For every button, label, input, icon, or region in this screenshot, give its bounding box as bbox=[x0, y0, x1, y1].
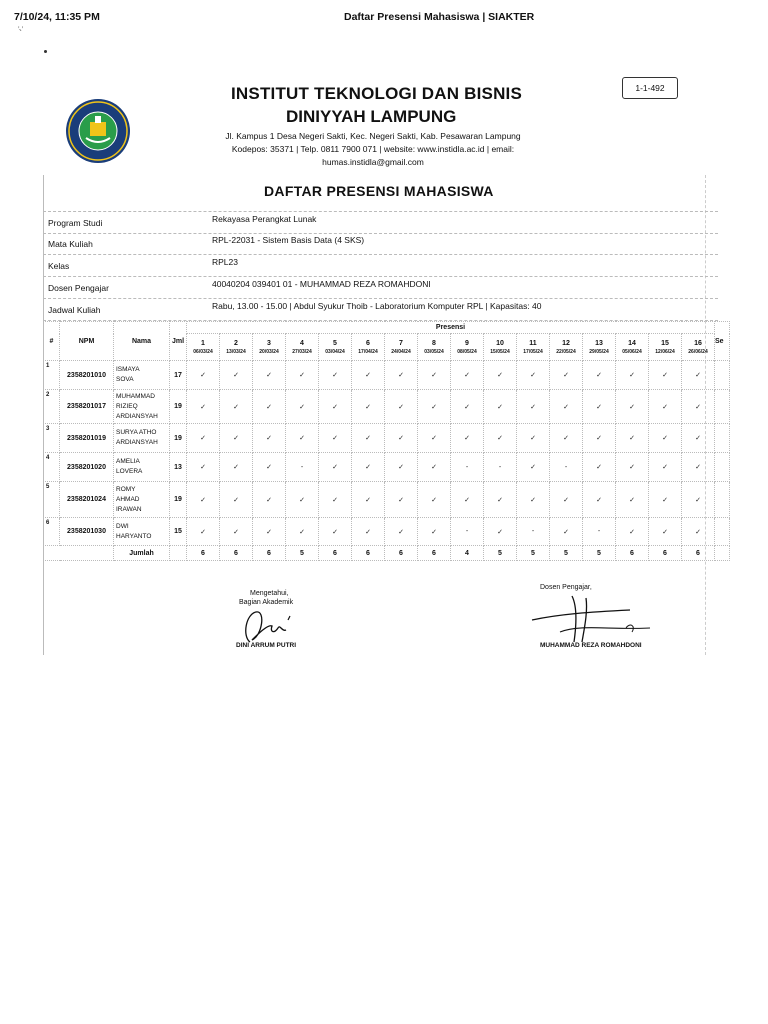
column-header-session bbox=[418, 334, 451, 361]
column-header-npm: NPM bbox=[60, 322, 114, 361]
session-date: 17/05/24 bbox=[523, 348, 543, 355]
present-check-icon: ✓ bbox=[682, 424, 715, 453]
session-total: 4 bbox=[451, 546, 484, 561]
session-number: 11 bbox=[529, 339, 537, 347]
session-date: 06/03/24 bbox=[193, 348, 213, 355]
session-number: 12 bbox=[562, 339, 570, 347]
table-row bbox=[44, 361, 730, 390]
present-check-icon: ✓ bbox=[187, 361, 220, 390]
institution-logo bbox=[62, 98, 134, 164]
overflow-cell bbox=[715, 390, 730, 424]
student-name-line: DWI bbox=[116, 522, 129, 530]
present-check-icon: ✓ bbox=[418, 390, 451, 424]
overflow-cell bbox=[715, 453, 730, 482]
table-row bbox=[44, 424, 730, 453]
total-spacer bbox=[44, 546, 114, 561]
info-row-kelas bbox=[43, 255, 718, 277]
info-label: Dosen Pengajar bbox=[48, 283, 109, 293]
info-value: 40040204 039401 01 - MUHAMMAD REZA ROMAHDONI bbox=[212, 279, 431, 289]
present-check-icon: ✓ bbox=[352, 518, 385, 546]
left-signature-image bbox=[232, 606, 302, 646]
present-check-icon: ✓ bbox=[583, 453, 616, 482]
session-number: 8 bbox=[432, 339, 436, 347]
info-row-dosen-pengajar bbox=[43, 277, 718, 299]
overflow-cell bbox=[715, 546, 730, 561]
present-check-icon: ✓ bbox=[484, 482, 517, 518]
student-npm: 2358201017 bbox=[60, 390, 114, 424]
student-npm: 2358201010 bbox=[60, 361, 114, 390]
session-date: 17/04/24 bbox=[358, 348, 378, 355]
table-header-group-row bbox=[44, 322, 730, 334]
present-check-icon: ✓ bbox=[682, 361, 715, 390]
address-line: humas.instidla@gmail.com bbox=[322, 157, 424, 167]
column-header-nama: Nama bbox=[114, 322, 170, 361]
session-total: 6 bbox=[253, 546, 286, 561]
present-check-icon: ✓ bbox=[451, 482, 484, 518]
session-total: 5 bbox=[517, 546, 550, 561]
overflow-cell bbox=[715, 361, 730, 390]
row-number: 4 bbox=[44, 453, 60, 482]
student-name-line: MUHAMMAD bbox=[116, 392, 155, 400]
present-check-icon: ✓ bbox=[220, 390, 253, 424]
table-row bbox=[44, 390, 730, 424]
document-title: DAFTAR PRESENSI MAHASISWA bbox=[264, 183, 494, 199]
session-total: 6 bbox=[682, 546, 715, 561]
info-row-jadwal-kuliah bbox=[43, 299, 718, 321]
present-check-icon: ✓ bbox=[517, 424, 550, 453]
info-label: Jadwal Kuliah bbox=[48, 305, 101, 315]
session-date: 22/05/24 bbox=[556, 348, 576, 355]
session-total: 5 bbox=[550, 546, 583, 561]
present-check-icon: ✓ bbox=[385, 424, 418, 453]
student-name-line: ARDIANSYAH bbox=[116, 412, 158, 420]
left-sign-label2: Bagian Akademik bbox=[239, 599, 294, 606]
student-npm: 2358201020 bbox=[60, 453, 114, 482]
pen-mark: ʼ˞ʼ bbox=[18, 27, 24, 34]
session-total: 5 bbox=[484, 546, 517, 561]
attendance-count: 17 bbox=[170, 361, 187, 390]
row-number: 6 bbox=[44, 518, 60, 546]
info-label: Mata Kuliah bbox=[48, 239, 93, 249]
session-number: 10 bbox=[496, 339, 504, 347]
overflow-cell bbox=[715, 518, 730, 546]
session-number: 4 bbox=[300, 339, 304, 347]
present-check-icon: ✓ bbox=[649, 361, 682, 390]
institution-address bbox=[206, 130, 540, 169]
present-check-icon: ✓ bbox=[451, 361, 484, 390]
present-check-icon: ✓ bbox=[418, 424, 451, 453]
present-check-icon: ✓ bbox=[550, 361, 583, 390]
session-total: 6 bbox=[352, 546, 385, 561]
session-total: 6 bbox=[319, 546, 352, 561]
present-check-icon: ✓ bbox=[550, 482, 583, 518]
attendance-count: 13 bbox=[170, 453, 187, 482]
column-header-overflow: Se bbox=[715, 322, 730, 361]
session-date: 12/06/24 bbox=[655, 348, 675, 355]
row-number: 2 bbox=[44, 390, 60, 424]
student-npm: 2358201024 bbox=[60, 482, 114, 518]
present-check-icon: ✓ bbox=[385, 361, 418, 390]
present-check-icon: ✓ bbox=[352, 424, 385, 453]
present-check-icon: ✓ bbox=[187, 390, 220, 424]
left-sign-name: DINI ARRUM PUTRI bbox=[236, 642, 297, 649]
present-check-icon: ✓ bbox=[517, 390, 550, 424]
column-header-session bbox=[187, 334, 220, 361]
session-total: 5 bbox=[583, 546, 616, 561]
column-header-session bbox=[682, 334, 715, 361]
ink-dot bbox=[44, 50, 47, 53]
session-number: 7 bbox=[399, 339, 403, 347]
present-check-icon: ✓ bbox=[616, 390, 649, 424]
present-check-icon: ✓ bbox=[187, 518, 220, 546]
session-date: 03/04/24 bbox=[325, 348, 345, 355]
present-check-icon: ✓ bbox=[352, 453, 385, 482]
session-date: 03/05/24 bbox=[424, 348, 444, 355]
student-name bbox=[114, 453, 170, 482]
institution-name-line2: DINIYYAH LAMPUNG bbox=[286, 107, 457, 126]
present-check-icon: ✓ bbox=[616, 453, 649, 482]
student-name-line: SOVA bbox=[116, 376, 134, 383]
student-name-line: ISMAYA bbox=[116, 366, 140, 373]
column-header-session bbox=[286, 334, 319, 361]
right-sign-name: MUHAMMAD REZA ROMAHDONI bbox=[540, 642, 642, 649]
present-check-icon: ✓ bbox=[220, 518, 253, 546]
total-label: Jumlah bbox=[114, 546, 170, 561]
student-name-line: IRAWAN bbox=[116, 505, 142, 513]
session-total: 5 bbox=[286, 546, 319, 561]
present-check-icon: ✓ bbox=[517, 453, 550, 482]
session-number: 9 bbox=[465, 339, 469, 347]
present-check-icon: ✓ bbox=[616, 361, 649, 390]
session-number: 1 bbox=[201, 339, 205, 347]
attendance-table bbox=[43, 321, 730, 561]
column-header-jml: Jml bbox=[170, 322, 187, 361]
right-sign-label: Dosen Pengajar, bbox=[540, 584, 592, 591]
session-date: 29/05/24 bbox=[589, 348, 609, 355]
table-row bbox=[44, 453, 730, 482]
attendance-count: 15 bbox=[170, 518, 187, 546]
total-row bbox=[44, 546, 730, 561]
session-number: 15 bbox=[661, 339, 669, 347]
present-check-icon: ✓ bbox=[220, 361, 253, 390]
present-check-icon: ✓ bbox=[616, 482, 649, 518]
student-name-line: ROMY bbox=[116, 485, 136, 493]
present-check-icon: ✓ bbox=[583, 390, 616, 424]
present-check-icon: ✓ bbox=[649, 518, 682, 546]
present-check-icon: ✓ bbox=[451, 390, 484, 424]
student-name-line: LOVERA bbox=[116, 468, 143, 475]
info-label: Program Studi bbox=[48, 218, 103, 228]
address-line: Kodepos: 35371 | Telp. 0811 7900 071 | website: www.instidla.ac.id | email: bbox=[231, 144, 515, 154]
student-name-line: ARDIANSYAH bbox=[116, 439, 158, 446]
column-header-session bbox=[649, 334, 682, 361]
present-check-icon: ✓ bbox=[352, 361, 385, 390]
present-check-icon: ✓ bbox=[616, 424, 649, 453]
present-check-icon: ✓ bbox=[286, 390, 319, 424]
total-spacer bbox=[170, 546, 187, 561]
student-name-line: AMELIA bbox=[116, 458, 140, 465]
session-date: 20/03/24 bbox=[259, 348, 279, 355]
column-header-session bbox=[385, 334, 418, 361]
student-name bbox=[114, 482, 170, 518]
present-check-icon: ✓ bbox=[352, 390, 385, 424]
row-number: 3 bbox=[44, 424, 60, 453]
table-row bbox=[44, 518, 730, 546]
session-date: 05/06/24 bbox=[622, 348, 642, 355]
row-number: 5 bbox=[44, 482, 60, 518]
table-row bbox=[44, 482, 730, 518]
present-check-icon: ✓ bbox=[385, 390, 418, 424]
present-check-icon: ✓ bbox=[517, 482, 550, 518]
session-number: 13 bbox=[595, 339, 603, 347]
column-header-session bbox=[253, 334, 286, 361]
session-number: 2 bbox=[234, 339, 238, 347]
session-total: 6 bbox=[418, 546, 451, 561]
absent-dash: - bbox=[517, 518, 550, 546]
present-check-icon: ✓ bbox=[187, 424, 220, 453]
present-check-icon: ✓ bbox=[550, 518, 583, 546]
institution-name-line1: INSTITUT TEKNOLOGI DAN BISNIS bbox=[231, 84, 523, 103]
column-header-session bbox=[583, 334, 616, 361]
info-value: Rekayasa Perangkat Lunak bbox=[212, 214, 317, 224]
column-header-session bbox=[616, 334, 649, 361]
present-check-icon: ✓ bbox=[649, 482, 682, 518]
column-group-presensi: Presensi bbox=[187, 322, 715, 334]
address-line: Jl. Kampus 1 Desa Negeri Sakti, Kec. Negeri Sakti, Kab. Pesawaran Lampung bbox=[225, 131, 521, 141]
student-npm: 2358201019 bbox=[60, 424, 114, 453]
present-check-icon: ✓ bbox=[385, 482, 418, 518]
present-check-icon: ✓ bbox=[583, 361, 616, 390]
right-signature-image bbox=[530, 594, 670, 644]
present-check-icon: ✓ bbox=[385, 453, 418, 482]
present-check-icon: ✓ bbox=[319, 390, 352, 424]
student-name bbox=[114, 390, 170, 424]
left-sign-label1: Mengetahui, bbox=[250, 590, 289, 597]
student-name bbox=[114, 424, 170, 453]
present-check-icon: ✓ bbox=[484, 390, 517, 424]
present-check-icon: ✓ bbox=[253, 482, 286, 518]
student-name-line: RIZIEQ bbox=[116, 402, 138, 410]
present-check-icon: ✓ bbox=[451, 424, 484, 453]
present-check-icon: ✓ bbox=[550, 424, 583, 453]
present-check-icon: ✓ bbox=[220, 424, 253, 453]
absent-dash: - bbox=[286, 453, 319, 482]
info-value: Rabu, 13.00 - 15.00 | Abdul Syukur Thoib - Laboratorium Komputer RPL | Kapasitas: 40 bbox=[212, 301, 542, 311]
student-name bbox=[114, 518, 170, 546]
student-name-line: SURYA ATHO bbox=[116, 429, 157, 436]
present-check-icon: ✓ bbox=[484, 518, 517, 546]
attendance-count: 19 bbox=[170, 424, 187, 453]
present-check-icon: ✓ bbox=[286, 518, 319, 546]
info-value: RPL-22031 - Sistem Basis Data (4 SKS) bbox=[212, 235, 365, 245]
present-check-icon: ✓ bbox=[220, 453, 253, 482]
column-header-session bbox=[484, 334, 517, 361]
present-check-icon: ✓ bbox=[649, 424, 682, 453]
info-row-mata-kuliah bbox=[43, 233, 718, 255]
present-check-icon: ✓ bbox=[187, 482, 220, 518]
present-check-icon: ✓ bbox=[253, 424, 286, 453]
session-number: 6 bbox=[366, 339, 370, 347]
document-number: 1-1-492 bbox=[622, 77, 678, 99]
absent-dash: - bbox=[550, 453, 583, 482]
column-header-session bbox=[220, 334, 253, 361]
present-check-icon: ✓ bbox=[649, 390, 682, 424]
attendance-count: 19 bbox=[170, 482, 187, 518]
info-row-program-studi bbox=[43, 211, 718, 234]
present-check-icon: ✓ bbox=[682, 453, 715, 482]
overflow-cell bbox=[715, 424, 730, 453]
column-header-session bbox=[517, 334, 550, 361]
session-number: 3 bbox=[267, 339, 271, 347]
present-check-icon: ✓ bbox=[418, 482, 451, 518]
attendance-count: 19 bbox=[170, 390, 187, 424]
absent-dash: - bbox=[484, 453, 517, 482]
session-total: 6 bbox=[220, 546, 253, 561]
present-check-icon: ✓ bbox=[286, 361, 319, 390]
session-date: 24/04/24 bbox=[391, 348, 411, 355]
session-total: 6 bbox=[187, 546, 220, 561]
present-check-icon: ✓ bbox=[319, 424, 352, 453]
column-header-session bbox=[451, 334, 484, 361]
present-check-icon: ✓ bbox=[583, 424, 616, 453]
info-value: RPL23 bbox=[212, 257, 238, 267]
session-number: 16 bbox=[694, 339, 702, 347]
column-header-no: # bbox=[44, 322, 60, 361]
absent-dash: - bbox=[451, 518, 484, 546]
present-check-icon: ✓ bbox=[682, 518, 715, 546]
column-header-session bbox=[352, 334, 385, 361]
student-name-line: HARYANTO bbox=[116, 532, 152, 540]
print-page-title: Daftar Presensi Mahasiswa | SIAKTER bbox=[344, 11, 535, 23]
row-number: 1 bbox=[44, 361, 60, 390]
present-check-icon: ✓ bbox=[319, 361, 352, 390]
present-check-icon: ✓ bbox=[418, 361, 451, 390]
absent-dash: - bbox=[451, 453, 484, 482]
session-total: 6 bbox=[649, 546, 682, 561]
session-total: 6 bbox=[616, 546, 649, 561]
column-header-session bbox=[319, 334, 352, 361]
session-number: 14 bbox=[628, 339, 636, 347]
present-check-icon: ✓ bbox=[682, 482, 715, 518]
present-check-icon: ✓ bbox=[385, 518, 418, 546]
session-date: 27/03/24 bbox=[292, 348, 312, 355]
student-name-line: AHMAD bbox=[116, 495, 140, 503]
present-check-icon: ✓ bbox=[253, 361, 286, 390]
present-check-icon: ✓ bbox=[220, 482, 253, 518]
present-check-icon: ✓ bbox=[187, 453, 220, 482]
session-number: 5 bbox=[333, 339, 337, 347]
column-header-session bbox=[550, 334, 583, 361]
present-check-icon: ✓ bbox=[319, 518, 352, 546]
present-check-icon: ✓ bbox=[352, 482, 385, 518]
present-check-icon: ✓ bbox=[550, 390, 583, 424]
present-check-icon: ✓ bbox=[682, 390, 715, 424]
present-check-icon: ✓ bbox=[517, 361, 550, 390]
present-check-icon: ✓ bbox=[484, 361, 517, 390]
present-check-icon: ✓ bbox=[319, 453, 352, 482]
present-check-icon: ✓ bbox=[418, 453, 451, 482]
student-name bbox=[114, 361, 170, 390]
present-check-icon: ✓ bbox=[286, 424, 319, 453]
overflow-cell bbox=[715, 482, 730, 518]
present-check-icon: ✓ bbox=[484, 424, 517, 453]
absent-dash: - bbox=[583, 518, 616, 546]
present-check-icon: ✓ bbox=[616, 518, 649, 546]
present-check-icon: ✓ bbox=[286, 482, 319, 518]
present-check-icon: ✓ bbox=[319, 482, 352, 518]
session-date: 08/05/24 bbox=[457, 348, 477, 355]
present-check-icon: ✓ bbox=[253, 518, 286, 546]
session-date: 26/06/24 bbox=[688, 348, 708, 355]
present-check-icon: ✓ bbox=[253, 390, 286, 424]
present-check-icon: ✓ bbox=[418, 518, 451, 546]
student-npm: 2358201030 bbox=[60, 518, 114, 546]
session-total: 6 bbox=[385, 546, 418, 561]
present-check-icon: ✓ bbox=[583, 482, 616, 518]
present-check-icon: ✓ bbox=[253, 453, 286, 482]
print-datetime: 7/10/24, 11:35 PM bbox=[14, 11, 100, 23]
present-check-icon: ✓ bbox=[649, 453, 682, 482]
session-date: 15/05/24 bbox=[490, 348, 510, 355]
info-label: Kelas bbox=[48, 261, 70, 271]
session-date: 13/03/24 bbox=[226, 348, 246, 355]
